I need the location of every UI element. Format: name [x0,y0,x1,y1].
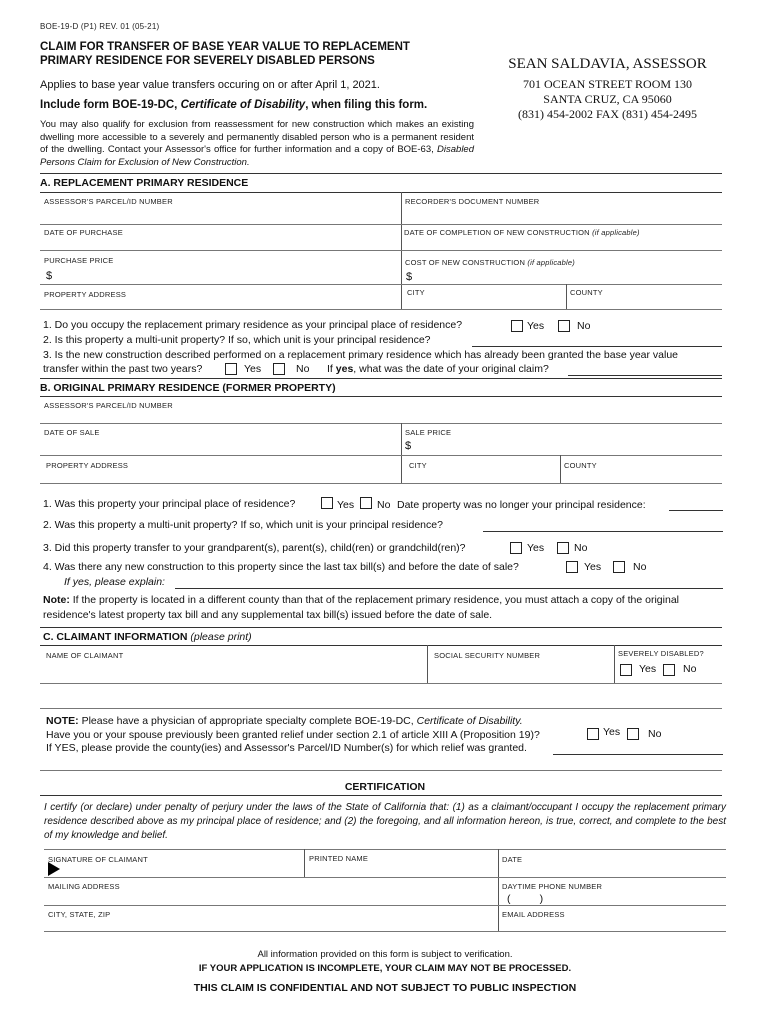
b-q1-yes-label: Yes [337,499,355,511]
footer-confidential: THIS CLAIM IS CONFIDENTIAL AND NOT SUBJECT TO PUBLIC INSPECTION [193,982,577,994]
b-note: Note: If the property is located in a different county than that of the replacement primary residence, you must attach a copy of the original [43,594,679,606]
c-prev-no-label: No [648,728,662,740]
b-q1-date-field[interactable] [669,510,723,511]
b-q1: 1. Was this property your principal place of residence? [43,498,296,510]
a-q3-line1: 3. Is the new construction described performed on a replacement primary residence which has already been granted the base year value [43,349,679,361]
a-cost-new-label: COST OF NEW CONSTRUCTION (if applicable) [405,258,575,267]
b-q3-yes-label: Yes [527,542,545,554]
b-q1-no-checkbox[interactable] [360,497,372,509]
a-q3-no-label: No [296,363,310,375]
a-q1-no-label: No [577,320,591,332]
certification-text: I certify (or declare) under penalty of perjury under the laws of the State of California that: (1) as a claimant/occupant I occupy the replacement primary residence described above as my principal place of residence; and (2) the foregoing, and all information hereon, is true, correct, and complete to the best of my knowledge and belief. [44,802,726,841]
c-prev-yes-checkbox[interactable] [587,728,599,740]
form-title-line2: PRIMARY RESIDENCE FOR SEVERELY DISABLED PERSONS [40,55,375,67]
assessor-city: SANTA CRUZ, CA 95060 [543,92,672,106]
b-property-address-label: PROPERTY ADDRESS [46,461,129,470]
assessor-block [480,56,735,122]
b-q1-yes-checkbox[interactable] [321,497,333,509]
form-id: BOE-19-D (P1) REV. 01 (05-21) [40,22,160,31]
c-prev-no-checkbox[interactable] [627,728,639,740]
footer-verification: All information provided on this form is subject to verification. [257,949,513,960]
include-form-text: Include form BOE-19-DC, Certificate of Disability, when filing this form. [40,99,428,111]
a-q3-yes-checkbox[interactable] [225,363,237,375]
b-city-label: CITY [409,461,427,470]
a-recorder-label: RECORDER'S DOCUMENT NUMBER [405,197,540,206]
a-city-label: CITY [407,288,425,297]
c-severely-no-label: No [683,663,697,675]
c-prev-q2: If YES, please provide the county(ies) and Assessor's Parcel/ID Number(s) for which relief was granted. [46,742,527,754]
b-date-sale-label: DATE OF SALE [44,428,100,437]
a-date-completion-label: DATE OF COMPLETION OF NEW CONSTRUCTION (if applicable) [404,228,640,237]
assessor-name: SEAN SALDAVIA, ASSESSOR [508,56,707,72]
b-q2-field[interactable] [483,531,723,532]
c-severely-yes-label: Yes [639,663,657,675]
b-sale-dollar: $ [405,440,412,452]
info-paragraph: You may also qualify for exclusion from reassessment for new construction which makes an existing dwelling more accessible to a severely and permanently disabled person who is a permanent resident of the dwelling. Contact your Assessor's office for further information and a copy of BOE-63, Disabled Persons Claim for Exclusion of New Construction. [40,119,474,168]
a-q3-yes-label: Yes [244,363,262,375]
phone-label: DAYTIME PHONE NUMBER [502,882,603,891]
b-note-line2: residence's latest property tax bill and any supplemental tax bill(s) issued before the date of sale. [43,609,493,621]
a-q3-ifyes: If yes, what was the date of your original claim? [327,363,549,375]
applies-text: Applies to base year value transfers occuring on or after April 1, 2021. [40,79,380,91]
a-q2: 2. Is this property a multi-unit property? If so, which unit is your principal residence? [43,334,431,346]
phone-parens: ( ) [507,893,544,905]
c-name-label: NAME OF CLAIMANT [46,651,124,660]
signature-label: SIGNATURE OF CLAIMANT [48,855,148,864]
b-county-label: COUNTY [564,461,597,470]
b-q1-date-label: Date property was no longer your principal residence: [397,499,646,511]
a-parcel-label: ASSESSOR'S PARCEL/ID NUMBER [44,197,173,206]
a-q3-no-checkbox[interactable] [273,363,285,375]
a-q2-field[interactable] [472,346,722,347]
c-severely-no-checkbox[interactable] [663,664,675,676]
b-q4-explain-label: If yes, please explain: [64,576,165,588]
mailing-address-label: MAILING ADDRESS [48,882,120,891]
c-ssn-label: SOCIAL SECURITY NUMBER [434,651,541,660]
a-purchase-dollar: $ [46,270,53,282]
a-property-address-label: PROPERTY ADDRESS [44,290,127,299]
a-date-purchase-label: DATE OF PURCHASE [44,228,123,237]
assessor-address: 701 OCEAN STREET ROOM 130 [522,77,693,91]
c-prev-q: Have you or your spouse previously been granted relief under section 2.1 of article XIII A (Proposition 19)? [46,729,540,741]
a-purchase-price-label: PURCHASE PRICE [44,256,114,265]
b-q1-no-label: No [377,499,391,511]
b-sale-price-label: SALE PRICE [405,428,452,437]
b-q4-yes-checkbox[interactable] [566,561,578,573]
signature-arrow-icon [48,862,60,876]
a-cost-dollar: $ [406,271,413,283]
section-a-title: A. REPLACEMENT PRIMARY RESIDENCE [40,177,249,189]
b-q3-no-label: No [574,542,588,554]
form-title-line1: CLAIM FOR TRANSFER OF BASE YEAR VALUE TO REPLACEMENT [40,41,410,53]
email-label: EMAIL ADDRESS [502,910,565,919]
a-q1: 1. Do you occupy the replacement primary residence as your principal place of residence? [43,319,463,331]
c-prev-field[interactable] [553,754,723,755]
printed-name-label: PRINTED NAME [309,854,369,863]
c-severely-yes-checkbox[interactable] [620,664,632,676]
c-note: NOTE: Please have a physician of appropriate specialty complete BOE-19-DC, Certificate of Disability. [46,715,523,727]
c-severely-label: SEVERELY DISABLED? [618,649,704,658]
form-title [40,40,410,68]
a-q3-line2: transfer within the past two years? [43,363,203,375]
b-q2: 2. Was this property a multi-unit property? If so, which unit is your principal residence? [43,519,443,531]
b-q4-no-checkbox[interactable] [613,561,625,573]
b-q4-explain-field[interactable] [175,588,723,589]
b-parcel-label: ASSESSOR'S PARCEL/ID NUMBER [44,401,173,410]
assessor-phone: (831) 454-2002 FAX (831) 454-2495 [517,107,698,121]
a-q3-date-field[interactable] [568,375,722,376]
section-c-title: C. CLAIMANT INFORMATION (please print) [43,631,252,643]
section-b-title: B. ORIGINAL PRIMARY RESIDENCE (FORMER PROPERTY) [40,382,336,394]
b-q4: 4. Was there any new construction to this property since the last tax bill(s) and before the date of sale? [43,561,519,573]
a-q1-yes-checkbox[interactable] [511,320,523,332]
b-q3: 3. Did this property transfer to your grandparent(s), parent(s), child(ren) or grandchild(ren)? [43,542,466,554]
b-q4-no-label: No [633,561,647,573]
b-q4-yes-label: Yes [584,561,602,573]
date-label: DATE [502,855,523,864]
a-county-label: COUNTY [570,288,603,297]
certification-title: CERTIFICATION [344,781,426,793]
c-prev-yes-label: Yes [603,726,621,738]
b-q3-no-checkbox[interactable] [557,542,569,554]
a-q1-yes-label: Yes [527,320,545,332]
city-state-zip-label: CITY, STATE, ZIP [48,910,111,919]
a-q1-no-checkbox[interactable] [558,320,570,332]
b-q3-yes-checkbox[interactable] [510,542,522,554]
footer-incomplete: IF YOUR APPLICATION IS INCOMPLETE, YOUR CLAIM MAY NOT BE PROCESSED. [198,963,572,974]
